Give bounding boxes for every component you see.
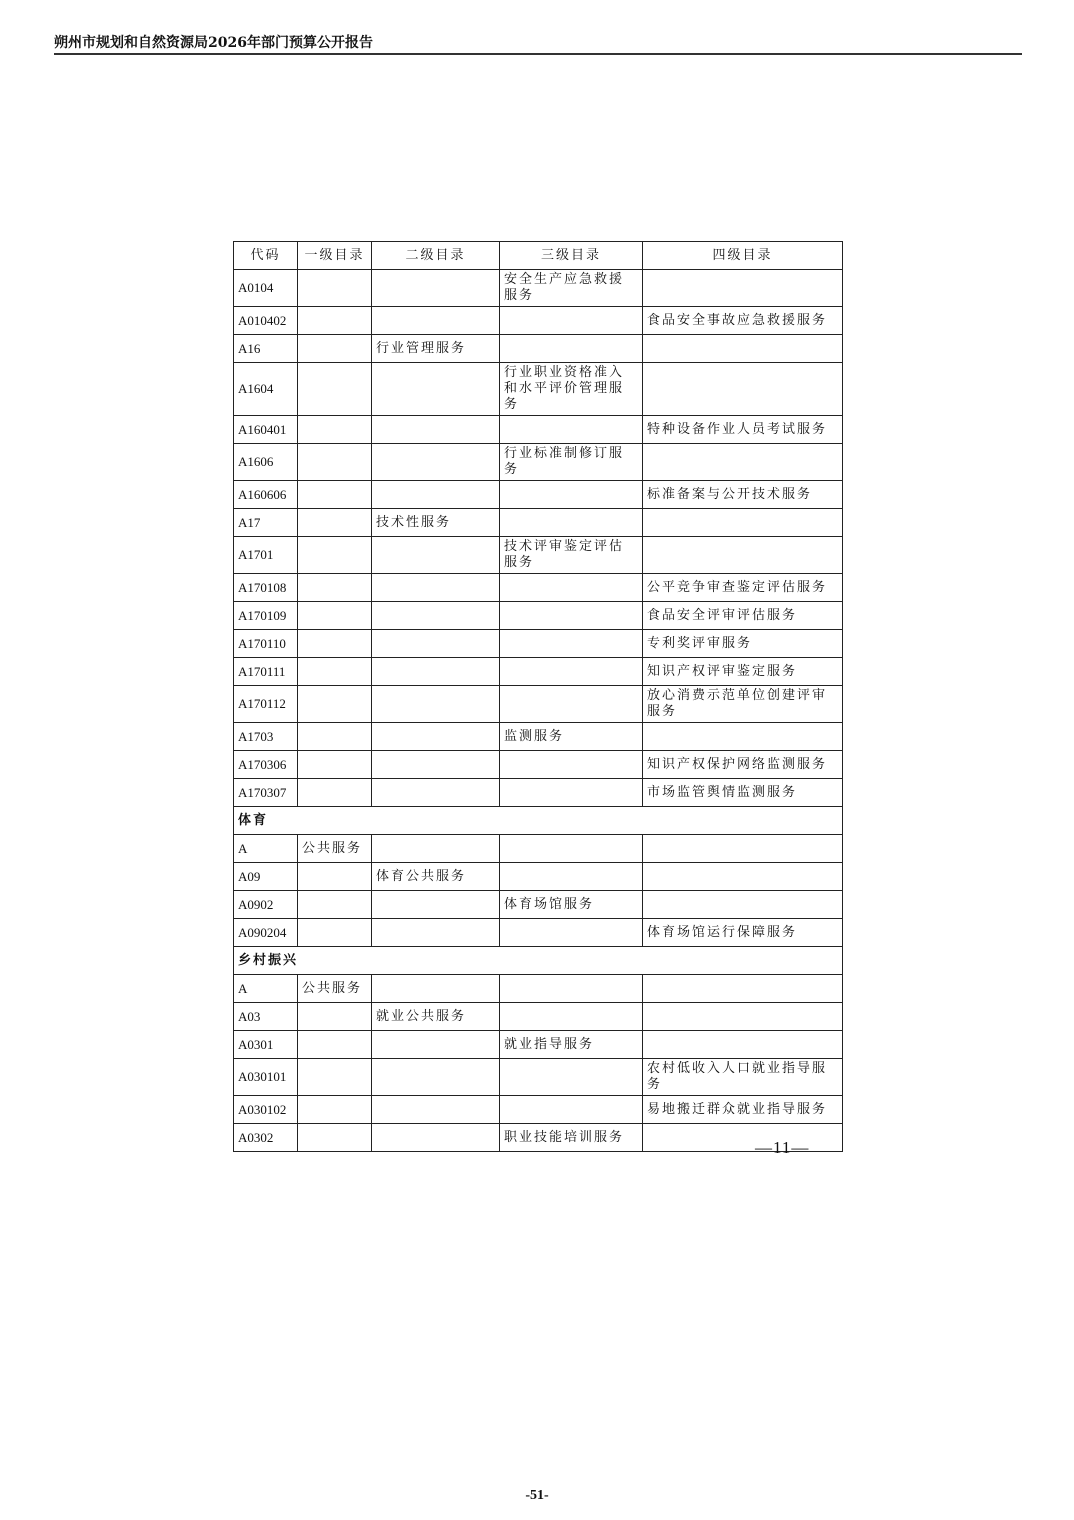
cell-level3 [500,1003,643,1031]
cell-level1 [298,723,372,751]
section-row [234,947,843,975]
cell-level2: 行业管理服务 [372,335,500,363]
table-row [234,630,843,658]
table-row [234,363,843,416]
cell-level4 [643,270,843,307]
cell-level3 [500,509,643,537]
cell-level3 [500,481,643,509]
cell-level2 [372,307,500,335]
cell-level4 [643,335,843,363]
cell-level4: 易地搬迁群众就业指导服务 [643,1096,843,1124]
cell-level4: 农村低收入人口就业指导服务 [643,1059,843,1096]
table-row [234,863,843,891]
cell-level3 [500,335,643,363]
cell-level4 [643,863,843,891]
cell-code: A [234,835,298,863]
column-header-level1: 一级目录 [298,242,372,270]
page-number-local: —11— [755,1138,810,1157]
cell-level2 [372,1031,500,1059]
cell-level4: 体育场馆运行保障服务 [643,919,843,947]
cell-code: A0302 [234,1124,298,1152]
cell-level4 [643,444,843,481]
cell-level3: 行业标准制修订服务 [500,444,643,481]
cell-level3 [500,975,643,1003]
cell-level2 [372,270,500,307]
table-row [234,891,843,919]
cell-level3 [500,574,643,602]
cell-level2 [372,444,500,481]
cell-level1 [298,307,372,335]
cell-level1 [298,444,372,481]
cell-level1 [298,574,372,602]
cell-level4 [643,723,843,751]
cell-level4 [643,1031,843,1059]
cell-level2 [372,481,500,509]
table-row [234,509,843,537]
table-row [234,1124,843,1152]
cell-code: A09 [234,863,298,891]
cell-level3: 安全生产应急救援服务 [500,270,643,307]
table-row [234,975,843,1003]
column-header-level3: 三级目录 [500,242,643,270]
cell-level1 [298,919,372,947]
cell-level2 [372,1124,500,1152]
cell-level2: 体育公共服务 [372,863,500,891]
cell-level4: 市场监管舆情监测服务 [643,779,843,807]
cell-code: A160401 [234,416,298,444]
cell-level2 [372,686,500,723]
cell-level2 [372,919,500,947]
cell-level4 [643,975,843,1003]
cell-level4: 知识产权评审鉴定服务 [643,658,843,686]
cell-level1 [298,481,372,509]
table-row [234,658,843,686]
table-row [234,416,843,444]
cell-level3 [500,630,643,658]
table-row [234,751,843,779]
header-divider [54,53,1022,55]
cell-level1 [298,602,372,630]
cell-level1 [298,335,372,363]
cell-level3 [500,602,643,630]
cell-level2 [372,416,500,444]
cell-level2 [372,602,500,630]
cell-level4 [643,509,843,537]
cell-level2 [372,1096,500,1124]
table-row [234,1003,843,1031]
cell-code: A03 [234,1003,298,1031]
cell-level3 [500,416,643,444]
cell-level1 [298,416,372,444]
table-row [234,779,843,807]
cell-level4: 食品安全事故应急救援服务 [643,307,843,335]
cell-level4: 特种设备作业人员考试服务 [643,416,843,444]
cell-code: A170306 [234,751,298,779]
cell-level2 [372,574,500,602]
cell-level2 [372,779,500,807]
cell-level4 [643,1124,843,1152]
cell-level1 [298,537,372,574]
cell-level1 [298,751,372,779]
cell-level4: 专利奖评审服务 [643,630,843,658]
table-row [234,686,843,723]
section-row [234,807,843,835]
table-row [234,1031,843,1059]
cell-level1 [298,630,372,658]
table-row [234,1059,843,1096]
cell-level4 [643,835,843,863]
cell-level4: 知识产权保护网络监测服务 [643,751,843,779]
page-header-title: 朔州市规划和自然资源局2026年部门预算公开报告 [54,35,373,51]
cell-level1: 公共服务 [298,835,372,863]
column-header-level2: 二级目录 [372,242,500,270]
cell-level1 [298,779,372,807]
table-row [234,602,843,630]
cell-level1 [298,1059,372,1096]
cell-code: A17 [234,509,298,537]
column-header-level4: 四级目录 [643,242,843,270]
cell-code: A1604 [234,363,298,416]
cell-code: A1701 [234,537,298,574]
table-row [234,270,843,307]
cell-level2 [372,891,500,919]
section-label: 体育 [234,807,843,835]
cell-level2 [372,835,500,863]
cell-level3: 监测服务 [500,723,643,751]
cell-level3 [500,835,643,863]
cell-level2 [372,751,500,779]
cell-level4: 放心消费示范单位创建评审服务 [643,686,843,723]
cell-level3 [500,779,643,807]
cell-level2 [372,975,500,1003]
cell-code: A010402 [234,307,298,335]
cell-level3: 行业职业资格准入和水平评价管理服务 [500,363,643,416]
cell-level3 [500,1096,643,1124]
table-body [234,270,843,1152]
cell-level1 [298,658,372,686]
cell-level2: 技术性服务 [372,509,500,537]
cell-code: A170112 [234,686,298,723]
cell-level3 [500,751,643,779]
cell-code: A160606 [234,481,298,509]
cell-level2 [372,658,500,686]
cell-level4: 公平竞争审查鉴定评估服务 [643,574,843,602]
table-row [234,481,843,509]
table-row [234,1096,843,1124]
cell-level1 [298,270,372,307]
table-row [234,537,843,574]
cell-level2: 就业公共服务 [372,1003,500,1031]
cell-code: A16 [234,335,298,363]
table-row [234,919,843,947]
cell-level4 [643,537,843,574]
cell-level3: 技术评审鉴定评估服务 [500,537,643,574]
table-row [234,835,843,863]
table-header-row [234,242,843,270]
cell-level4: 标准备案与公开技术服务 [643,481,843,509]
cell-level3: 体育场馆服务 [500,891,643,919]
cell-level1 [298,686,372,723]
cell-level1: 公共服务 [298,975,372,1003]
cell-code: A030101 [234,1059,298,1096]
cell-level1 [298,863,372,891]
cell-code: A170110 [234,630,298,658]
section-label: 乡村振兴 [234,947,843,975]
cell-level2 [372,1059,500,1096]
cell-level1 [298,363,372,416]
cell-level4 [643,363,843,416]
cell-level1 [298,1124,372,1152]
cell-code: A [234,975,298,1003]
cell-code: A090204 [234,919,298,947]
cell-level3 [500,1059,643,1096]
cell-level3 [500,658,643,686]
cell-level2 [372,537,500,574]
cell-level3 [500,919,643,947]
cell-level4 [643,891,843,919]
cell-code: A030102 [234,1096,298,1124]
cell-level3: 就业指导服务 [500,1031,643,1059]
table-row [234,723,843,751]
cell-level2 [372,363,500,416]
cell-code: A0902 [234,891,298,919]
cell-level3 [500,307,643,335]
cell-level4: 食品安全评审评估服务 [643,602,843,630]
cell-code: A0104 [234,270,298,307]
cell-level3: 职业技能培训服务 [500,1124,643,1152]
cell-level1 [298,509,372,537]
column-header-code: 代码 [234,242,298,270]
cell-level3 [500,686,643,723]
cell-code: A1606 [234,444,298,481]
table-row [234,444,843,481]
cell-level2 [372,630,500,658]
cell-level4 [643,1003,843,1031]
cell-level1 [298,1031,372,1059]
cell-level1 [298,1003,372,1031]
cell-code: A170109 [234,602,298,630]
page-number-footer: -51- [525,1488,549,1503]
catalog-table [233,241,843,1152]
cell-level1 [298,891,372,919]
cell-code: A170108 [234,574,298,602]
cell-code: A0301 [234,1031,298,1059]
table-row [234,335,843,363]
cell-level1 [298,1096,372,1124]
cell-code: A1703 [234,723,298,751]
cell-code: A170111 [234,658,298,686]
table-row [234,574,843,602]
cell-level2 [372,723,500,751]
table-row [234,307,843,335]
cell-code: A170307 [234,779,298,807]
cell-level3 [500,863,643,891]
